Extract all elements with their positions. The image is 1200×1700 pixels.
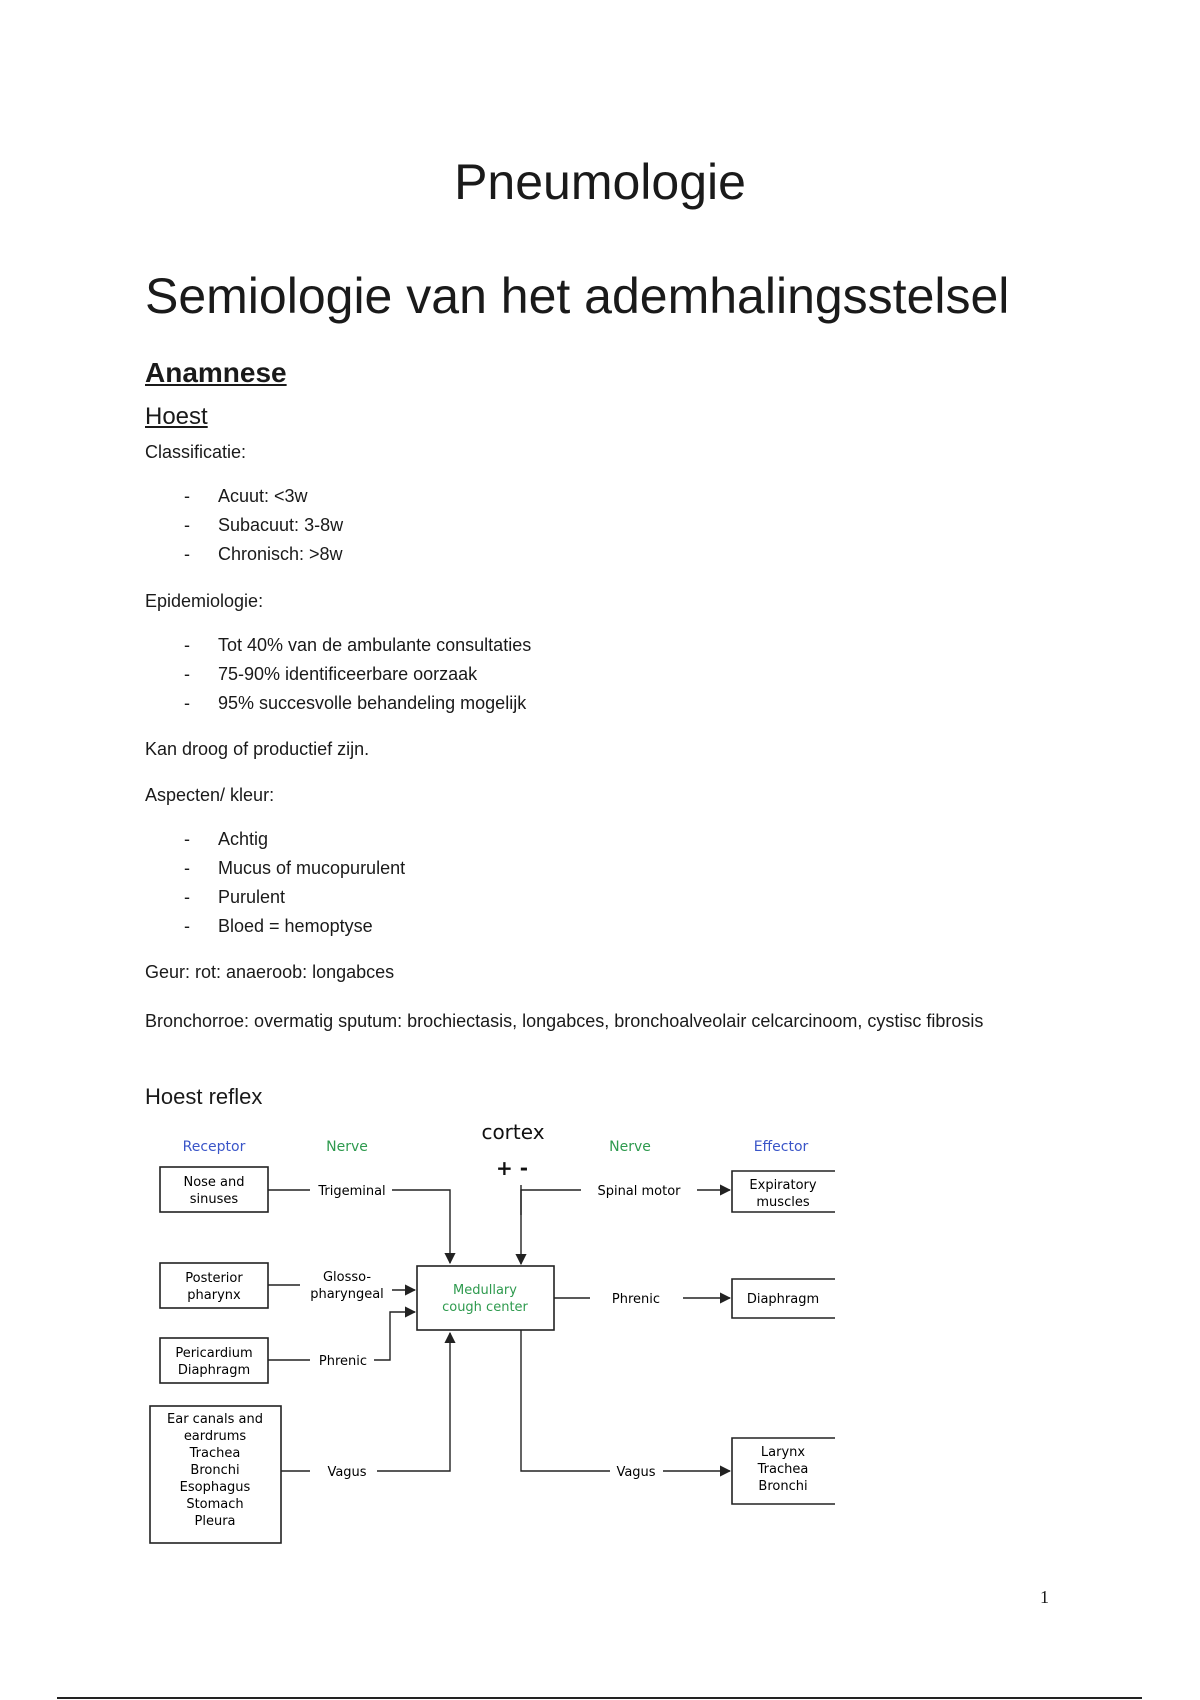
receptor-pericardium-line2: Diaphragm: [177, 1363, 251, 1378]
nerve-glosso-line2: pharyngeal: [310, 1287, 384, 1302]
chapter-heading: Semiologie van het ademhalingsstelsel: [145, 268, 1010, 324]
nerve-vagus-efferent: Vagus: [616, 1465, 656, 1480]
header-effector: Effector: [753, 1139, 809, 1155]
medullary-center-box: [417, 1266, 554, 1330]
list-item: - 75-90% identificeerbare oorzaak: [180, 660, 531, 689]
page-divider: [57, 1697, 1142, 1699]
list-item: - Achtig: [180, 825, 405, 854]
classification-list: [180, 482, 343, 569]
epidemiology-label: Epidemiologie:: [145, 591, 264, 611]
smell-text: Geur: rot: anaeroob: longabces: [145, 962, 395, 982]
receptor-pharynx-line1: Posterior: [185, 1271, 243, 1286]
cortex-label: cortex: [481, 1120, 545, 1144]
list-item: - Chronisch: >8w: [180, 540, 343, 569]
center-line2: cough center: [442, 1300, 528, 1315]
receptor-ear-line4: Bronchi: [190, 1463, 240, 1478]
effector-larynx-line2: Trachea: [757, 1462, 809, 1477]
list-item: - Tot 40% van de ambulante consultaties: [180, 631, 531, 660]
receptor-ear-line6: Stomach: [186, 1497, 244, 1512]
cough-reflex-diagram: [140, 1115, 860, 1545]
nerve-vagus-afferent: Vagus: [327, 1465, 367, 1480]
receptor-ear-line5: Esophagus: [179, 1480, 251, 1495]
plus-minus-label: + -: [495, 1156, 529, 1180]
list-item: - 95% succesvolle behandeling mogelijk: [180, 689, 531, 718]
dry-productive-text: Kan droog of productief zijn.: [145, 739, 370, 759]
document-title: Pneumologie: [454, 154, 746, 210]
nerve-glosso-line1: Glosso-: [322, 1270, 372, 1285]
center-line1: Medullary: [453, 1283, 517, 1298]
header-receptor: Receptor: [182, 1139, 246, 1155]
classification-label: Classificatie:: [145, 442, 247, 462]
page-number: 1: [1040, 1587, 1049, 1607]
effector-larynx-line3: Bronchi: [758, 1479, 808, 1494]
receptor-nose-line2: sinuses: [189, 1192, 239, 1207]
connector-spinal: [521, 1190, 581, 1215]
list-item: - Acuut: <3w: [180, 482, 343, 511]
receptor-pharynx-line2: pharynx: [187, 1288, 241, 1303]
epidemiology-list: [180, 631, 531, 718]
section-heading: Anamnese: [145, 357, 287, 388]
arrow-trigeminal: [392, 1190, 450, 1263]
nerve-phrenic-afferent: Phrenic: [318, 1354, 368, 1369]
effector-larynx-line1: Larynx: [760, 1445, 806, 1460]
effector-expiratory-line2: muscles: [756, 1195, 810, 1210]
receptor-nose-line1: Nose and: [183, 1175, 245, 1190]
nerve-trigeminal: Trigeminal: [318, 1184, 386, 1199]
receptor-ear-line2: eardrums: [183, 1429, 247, 1444]
reflex-heading: Hoest reflex: [145, 1084, 263, 1109]
list-item: - Mucus of mucopurulent: [180, 854, 405, 883]
list-item: - Purulent: [180, 883, 405, 912]
nerve-phrenic-efferent: Phrenic: [611, 1292, 661, 1307]
effector-diaphragm: Diaphragm: [746, 1292, 820, 1307]
arrow-phrenic-afferent: [374, 1312, 415, 1360]
effector-expiratory-line1: Expiratory: [749, 1178, 817, 1193]
receptor-ear-line3: Trachea: [189, 1446, 241, 1461]
receptor-ear-line1: Ear canals and: [167, 1412, 263, 1427]
nerve-spinal-motor: Spinal motor: [597, 1184, 681, 1199]
receptor-ear-line7: Pleura: [194, 1514, 236, 1529]
list-item: - Bloed = hemoptyse: [180, 912, 405, 941]
header-nerve-afferent: Nerve: [326, 1139, 368, 1155]
subsection-heading: Hoest: [145, 403, 208, 430]
arrow-vagus-afferent: [377, 1333, 450, 1471]
receptor-pericardium-line1: Pericardium: [175, 1346, 253, 1361]
header-nerve-efferent: Nerve: [609, 1139, 651, 1155]
bronchorrhea-text: Bronchorroe: overmatig sputum: brochiectasis, longabces, bronchoalveolair celcarcinoom, cystisc fibrosis: [145, 1011, 984, 1031]
list-item: - Subacuut: 3-8w: [180, 511, 343, 540]
connector-vagus-efferent: [521, 1330, 610, 1471]
aspects-label: Aspecten/ kleur:: [145, 785, 275, 805]
aspects-list: [180, 825, 405, 941]
